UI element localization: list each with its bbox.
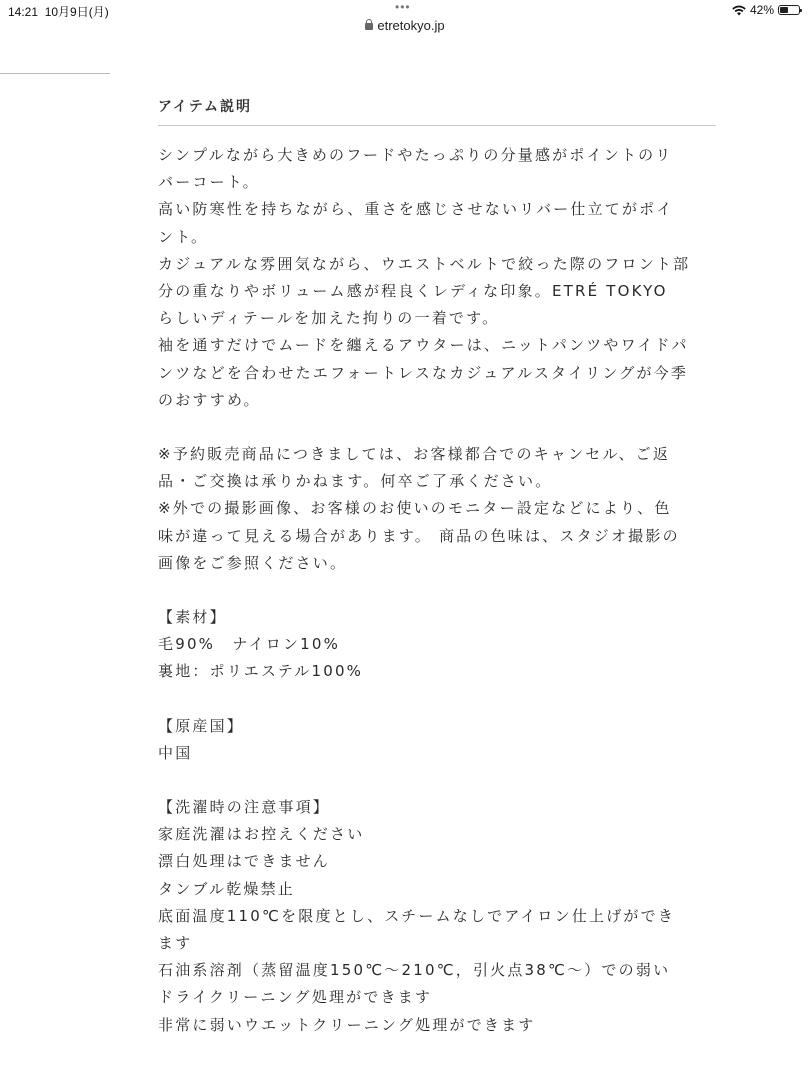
note-line: ※予約販売商品につきましては、お客様都合でのキャンセル、ご返	[158, 445, 671, 464]
status-bar	[0, 0, 810, 18]
status-time: 14:21 10月9日(月)	[8, 5, 109, 19]
care-line: タンブル乾燥禁止	[158, 879, 296, 898]
status-date: 10月9日(月)	[44, 5, 109, 19]
care-line: 石油系溶剤（蒸留温度150℃〜210℃，引火点38℃〜）での弱い	[158, 961, 671, 980]
care-line: 底面温度110℃を限度とし、スチームなしでアイロン仕上げができ	[158, 906, 676, 925]
battery-icon	[778, 5, 800, 15]
description-line: 高い防寒性を持ちながら、重さを感じさせないリバー仕立てがポイ	[158, 200, 674, 219]
description-line: ンツなどを合わせたエフォートレスなカジュアルスタイリングが今季	[158, 363, 689, 382]
origin-line: 中国	[158, 743, 193, 762]
paragraph-gap	[158, 767, 716, 794]
description-line: ント。	[158, 227, 209, 246]
wifi-icon	[732, 5, 746, 16]
status-indicators	[732, 3, 800, 17]
material-heading: 【素材】	[158, 608, 227, 627]
battery-level-fill	[780, 7, 788, 13]
item-description-section	[158, 96, 716, 1039]
description-line: らしいディテールを加えた拘りの一着です。	[158, 309, 500, 328]
care-line: ドライクリーニング処理ができます	[158, 988, 433, 1007]
care-line: 非常に弱いウエットクリーニング処理ができます	[158, 1015, 536, 1034]
description-body	[158, 142, 716, 1039]
care-line: ます	[158, 934, 193, 953]
multitasking-dots-icon[interactable]: •••	[395, 0, 411, 14]
note-line: 味が違って見える場合があります。 商品の色味は、スタジオ撮影の	[158, 526, 680, 545]
paragraph-gap	[158, 414, 716, 441]
description-line: シンプルながら大きめのフードやたっぷりの分量感がポイントのリ	[158, 146, 673, 164]
care-line: 漂白処理はできません	[158, 852, 331, 871]
paragraph-gap	[158, 577, 716, 604]
section-title: アイテム説明	[158, 96, 716, 126]
care-line: 家庭洗濯はお控えください	[158, 825, 365, 844]
description-line: 分の重なりやボリューム感が程良くレディな印象。ETRÉ TOKYO	[158, 282, 668, 301]
sidebar-divider	[0, 73, 110, 74]
material-line: 毛90% ナイロン10%	[158, 635, 341, 654]
note-line: ※外での撮影画像、お客様のお使いのモニター設定などにより、色	[158, 499, 672, 518]
description-line: 袖を通すだけでムードを纏えるアウターは、ニットパンツやワイドパ	[158, 336, 689, 355]
description-line: カジュアルな雰囲気ながら、ウエストベルトで絞った際のフロント部	[158, 254, 691, 273]
url-text: etretokyo.jp	[377, 18, 445, 33]
address-bar[interactable]	[0, 18, 810, 44]
origin-heading: 【原産国】	[158, 716, 245, 735]
description-line: バーコート。	[158, 173, 260, 192]
material-line: 裏地：ポリエステル100%	[158, 662, 364, 681]
paragraph-gap	[158, 686, 716, 713]
battery-percent: 42%	[749, 3, 774, 17]
lock-icon	[365, 22, 373, 31]
care-heading: 【洗濯時の注意事項】	[158, 798, 331, 817]
description-line: のおすすめ。	[158, 390, 261, 409]
note-line: 品・ご交換は承りかねます。何卒ご了承ください。	[158, 472, 553, 491]
note-line: 画像をご参照ください。	[158, 553, 348, 572]
